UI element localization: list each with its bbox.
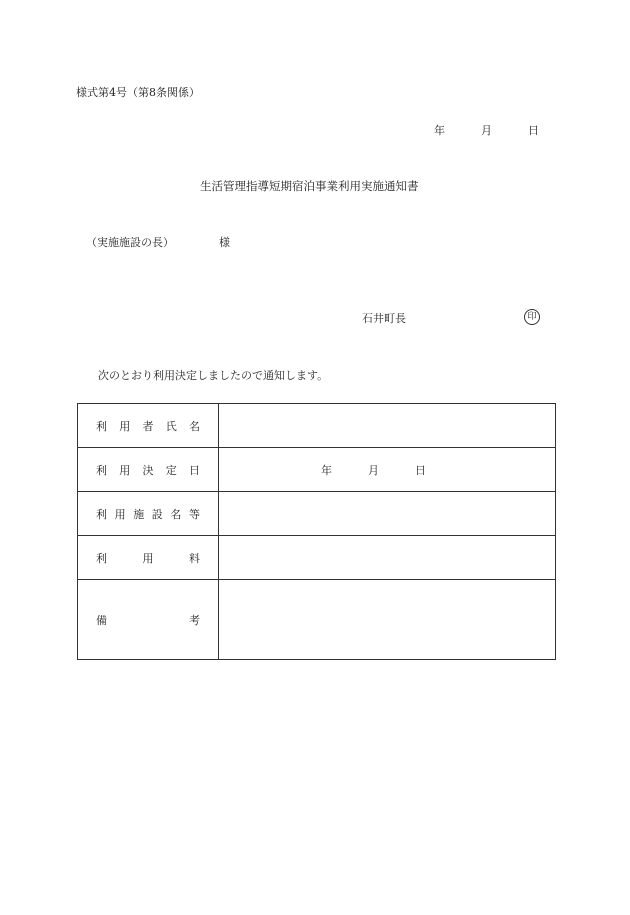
- recipient-honorific: 様: [219, 236, 230, 249]
- label-facility-name: [78, 492, 219, 536]
- label-char: 設: [151, 507, 163, 521]
- value-facility-name[interactable]: [219, 492, 556, 536]
- label-char: 用: [114, 507, 126, 521]
- label-char: 施: [133, 507, 145, 521]
- value-decision-date[interactable]: [219, 448, 556, 492]
- label-char: 料: [189, 551, 200, 565]
- label-char: 利: [96, 551, 107, 565]
- label-char: 決: [142, 463, 154, 477]
- date-day-label: 日: [528, 124, 539, 137]
- value-user-name[interactable]: [219, 404, 556, 448]
- intro-text: 次のとおり利用決定しましたので通知します。: [98, 369, 329, 382]
- sender-label: 石井町長: [362, 312, 406, 325]
- table-row-fee: [78, 536, 556, 580]
- label-char: 名: [170, 507, 182, 521]
- form-number: 様式第4号（第8条関係）: [76, 86, 200, 99]
- value-remarks[interactable]: [219, 580, 556, 660]
- decision-date-month-label: 月: [368, 463, 379, 477]
- label-char: 用: [119, 463, 131, 477]
- label-char: 利: [96, 507, 107, 521]
- label-char: 考: [189, 613, 200, 627]
- label-char: 用: [142, 551, 154, 565]
- label-char: 用: [119, 419, 131, 433]
- seal-mark: 印: [524, 309, 540, 325]
- label-remarks: [78, 580, 219, 660]
- decision-date-day-label: 日: [415, 463, 426, 477]
- label-fee: [78, 536, 219, 580]
- label-char: 名: [189, 419, 200, 433]
- date-month-label: 月: [481, 124, 492, 137]
- table-row-remarks: [78, 580, 556, 660]
- table-row-decision-date: [78, 448, 556, 492]
- label-char: 備: [96, 613, 107, 627]
- table-row-facility-name: [78, 492, 556, 536]
- label-char: 利: [96, 419, 107, 433]
- table-row-user-name: [78, 404, 556, 448]
- label-user-name: [78, 404, 219, 448]
- label-char: 氏: [165, 419, 177, 433]
- usage-info-table: [77, 403, 556, 660]
- decision-date-year-label: 年: [321, 463, 332, 477]
- label-char: 定: [165, 463, 177, 477]
- label-decision-date: [78, 448, 219, 492]
- label-char: 利: [96, 463, 107, 477]
- date-year-label: 年: [434, 124, 445, 137]
- recipient-label: （実施施設の長）: [86, 236, 174, 249]
- label-char: 日: [189, 463, 200, 477]
- value-fee[interactable]: [219, 536, 556, 580]
- label-char: 者: [142, 419, 154, 433]
- label-char: 等: [188, 507, 200, 521]
- document-title: 生活管理指導短期宿泊事業利用実施通知書: [200, 179, 419, 193]
